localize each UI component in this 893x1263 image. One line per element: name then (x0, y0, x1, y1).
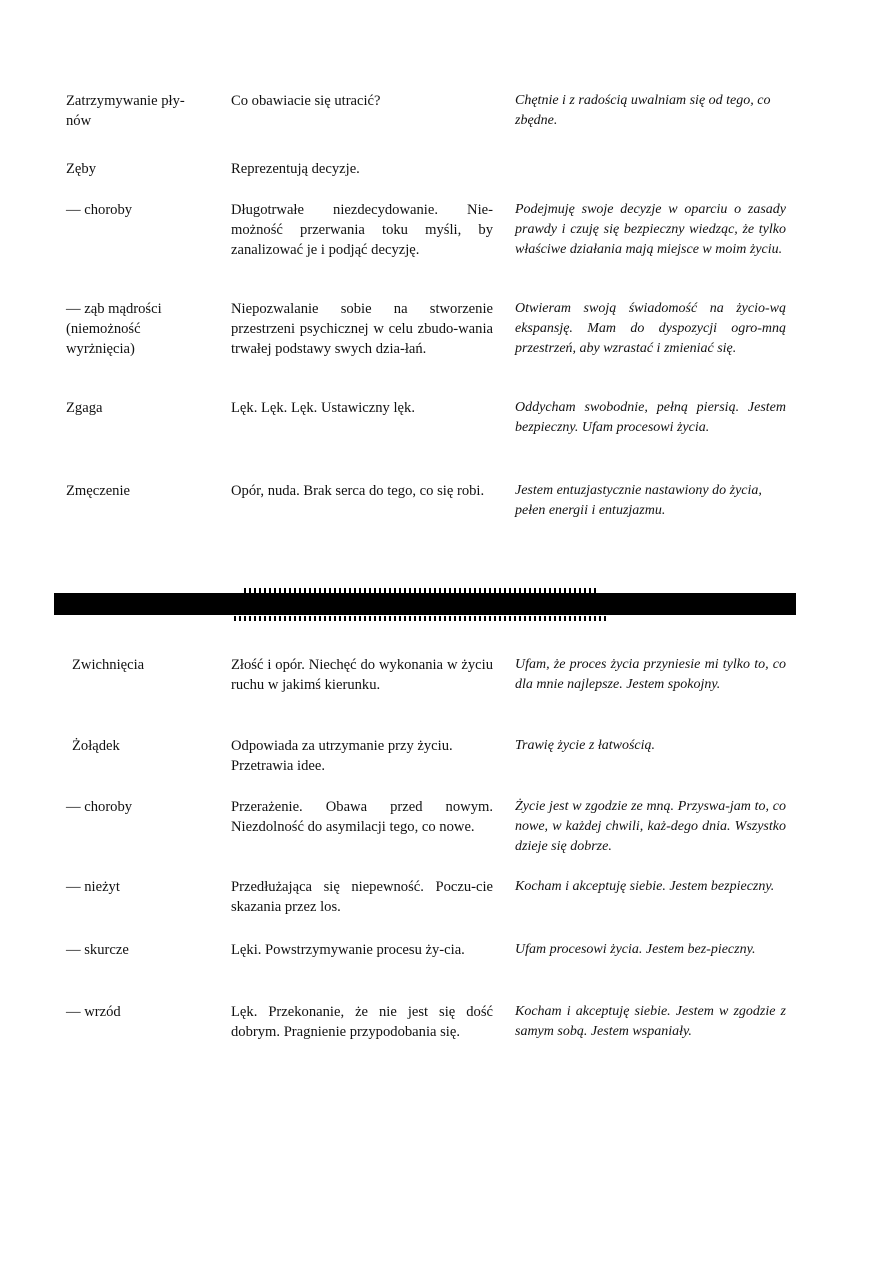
table-row (66, 200, 786, 299)
table-row (66, 299, 786, 398)
table-row (66, 940, 786, 1002)
affirmation-cell: Jestem entuzjastycznie nastawiony do życia, pełen energii i entuzjazmu. (515, 483, 762, 518)
cause-cell: Lęk. Lęk. Lęk. Ustawiczny lęk. (231, 400, 415, 416)
affirmation-cell: Życie jest w zgodzie ze mną. Przyswa-jam to, co nowe, w każdej chwili, każ-dego dnia. Wszystko dzieje się dobrze. (515, 799, 786, 854)
entries-table-bottom (66, 655, 786, 1064)
term-cell: — skurcze (66, 942, 129, 958)
term-cell: Żołądek (72, 738, 120, 754)
affirmation-cell: Podejmuję swoje decyzje w oparciu o zasady prawdy i czuję się bezpieczny wiedząc, że tylko właściwe działania mają miejsce w moim życiu. (515, 202, 786, 257)
affirmation-cell: Oddycham swobodnie, pełną piersią. Jestem bezpieczny. Ufam procesowi życia. (515, 400, 786, 435)
table-row (66, 159, 786, 200)
cause-cell: Reprezentują decyzje. (231, 161, 360, 177)
cause-cell: Złość i opór. Niechęć do wykonania w życiu ruchu w jakimś kierunku. (231, 657, 493, 693)
affirmation-cell: Ufam procesowi życia. Jestem bez-pieczny. (515, 942, 756, 957)
cause-cell: Odpowiada za utrzymanie przy życiu. Przetrawia idee. (231, 738, 453, 774)
cause-cell: Lęk. Przekonanie, że nie jest się dość dobrym. Pragnienie przypodobania się. (231, 1004, 493, 1040)
scan-divider-bar (54, 593, 796, 615)
table-row (66, 398, 786, 481)
table-row (66, 91, 786, 159)
term-cell: — choroby (66, 799, 133, 815)
affirmation-cell: Otwieram swoją świadomość na życio-wą ekspansję. Mam do dyspozycji ogro-mną przestrzeń, aby wzrastać i zmieniać się. (515, 301, 786, 356)
term-cell: — choroby (66, 202, 133, 218)
term-cell: Zęby (66, 161, 96, 177)
term-cell: Zgaga (66, 400, 103, 416)
cause-cell: Co obawiacie się utracić? (231, 93, 381, 109)
cause-cell: Przerażenie. Obawa przed nowym. Niezdolność do asymilacji tego, co nowe. (231, 799, 493, 835)
term-cell: — nieżyt (66, 879, 120, 895)
cause-cell: Opór, nuda. Brak serca do tego, co się robi. (231, 483, 485, 499)
table-row (66, 1002, 786, 1064)
term-cell: — wrzód (66, 1004, 121, 1020)
cause-cell: Niepozwalanie sobie na stworzenie przestrzeni psychicznej w celu zbudo-wania trwałej podstawy swych dzia-łań. (231, 301, 493, 357)
cause-cell: Przedłużająca się niepewność. Poczu-cie skazania przez los. (231, 879, 493, 915)
affirmation-cell: Trawię życie z łatwością. (515, 738, 655, 753)
table-row (66, 481, 786, 531)
term-cell: — ząb mądrości (niemożność wyrżnięcia) (66, 301, 162, 357)
term-cell: Zatrzymywanie pły- nów (66, 93, 185, 129)
cause-cell: Lęki. Powstrzymywanie procesu ży-cia. (231, 942, 465, 958)
table-row (66, 797, 786, 877)
cause-cell: Długotrwałe niezdecydowanie. Nie-możność przerwania toku myśli, by zanalizować je i podjąć decyzję. (231, 202, 493, 258)
table-row (66, 877, 786, 940)
table-row (66, 655, 786, 736)
affirmation-cell: Kocham i akceptuję siebie. Jestem bezpieczny. (515, 879, 775, 894)
affirmation-cell: Ufam, że proces życia przyniesie mi tylko to, co dla mnie najlepsze. Jestem spokojny. (515, 657, 786, 692)
affirmation-cell: Kocham i akceptuję siebie. Jestem w zgodzie z samym sobą. Jestem wspaniały. (515, 1004, 786, 1039)
term-cell: Zmęczenie (66, 483, 131, 499)
table-row (66, 736, 786, 797)
term-cell: Zwichnięcia (72, 657, 145, 673)
entries-table-top (66, 91, 786, 531)
affirmation-cell: Chętnie i z radością uwalniam się od tego, co zbędne. (515, 93, 771, 128)
